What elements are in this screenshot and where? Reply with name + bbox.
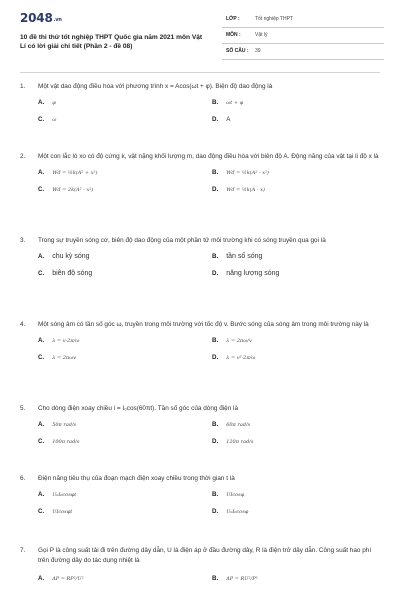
option-c[interactable]: C. ω [38, 115, 57, 123]
option-a[interactable]: A. chu kỳ sóng [38, 252, 90, 260]
question-stem [20, 320, 380, 330]
header [0, 0, 400, 70]
option-d[interactable]: D. Wđ = ½k(A - x) [212, 185, 265, 193]
option-c[interactable]: C. λ = 2πωv [38, 353, 77, 361]
option-d[interactable]: D. A [212, 115, 231, 123]
meta-row-count [222, 44, 384, 60]
option-d[interactable]: D. U₀I₀cosφ [212, 507, 249, 515]
logo-main-text: 2048 [20, 11, 53, 25]
answer-options [20, 253, 380, 277]
logo-domain-text: .vn [53, 17, 62, 23]
question-text: Một sóng âm có tần số góc ω, truyền trong môi trường với tốc độ v. Bước sóng của sóng âm trong môi trường này là [38, 321, 369, 328]
title-line-2: Lí có lời giải chi tiết (Phần 2 - đề 08) [20, 43, 133, 50]
meta-row-subject [222, 28, 384, 44]
option-c[interactable]: C. 100π rad/s [38, 437, 80, 445]
question-1 [20, 82, 380, 123]
answer-options [20, 337, 380, 361]
option-d[interactable]: D. λ = v²·2π/ω [212, 353, 256, 361]
question-4 [20, 320, 380, 361]
option-a[interactable]: A. U₀I₀cosφt [38, 490, 77, 498]
answer-options [20, 99, 380, 123]
meta-row-class [222, 12, 384, 28]
question-6 [20, 474, 380, 515]
meta-value: Tốt nghiệp THPT [255, 16, 293, 22]
question-stem [20, 236, 380, 246]
meta-info-box [222, 12, 384, 60]
question-stem [20, 404, 380, 414]
option-a[interactable]: A. Wđ = ½k(A² + x²) [38, 168, 98, 176]
option-d[interactable]: D. năng lượng sóng [212, 269, 280, 277]
title-line-1: 10 đề thi thử tốt nghiệp THPT Quốc gia năm 2021 môn Vật [20, 34, 203, 41]
question-text: Cho dòng điện xoay chiều i = I₀cos(60πt). Tần số góc của dòng điện là [38, 405, 239, 412]
option-b[interactable]: B. tần số sóng [212, 252, 263, 260]
question-text: Một con lắc lò xo có độ cứng k, vật nặng khối lượng m, dao động điều hòa với biên độ A. Động năng của vật tại li độ x là [38, 153, 379, 160]
option-b[interactable]: B. 60π rad/s [212, 420, 251, 428]
option-b[interactable]: B. UIcosφ [212, 490, 245, 498]
question-3 [20, 236, 380, 277]
option-b[interactable]: B. ΔP = RU²/P² [212, 575, 258, 582]
question-stem [20, 546, 380, 565]
question-7 [20, 546, 380, 599]
option-b[interactable]: B. Wđ = ½k(A² - x²) [212, 168, 269, 176]
question-5 [20, 404, 380, 445]
option-b[interactable]: B. ωt + φ [212, 98, 244, 106]
meta-key: SỐ CÂU : [226, 48, 249, 54]
site-logo[interactable] [20, 11, 62, 25]
answer-options [20, 421, 380, 445]
question-number: 4. [20, 321, 26, 328]
question-text: Trong sự truyền sóng cơ, biên độ dao động của một phần tử môi trường khi có sóng truyền qua gọi là [38, 237, 326, 244]
answer-options [20, 575, 380, 599]
question-stem [20, 82, 380, 92]
question-text: Điện năng tiêu thụ của đoạn mạch điện xoay chiều trong thời gian t là [38, 475, 235, 482]
document-title [20, 33, 240, 51]
question-text: Gọi P là công suất tải đi trên đường dây dẫn, U là điện áp ở đầu đường dây, R là điện trở dây dẫn. Công suất hao phí trên đường dây do tác dụng nhiệt là [38, 547, 372, 564]
option-a[interactable]: A. φ [38, 98, 56, 106]
option-c[interactable]: C. Wđ = 2k(A² - x²) [38, 185, 94, 193]
question-stem [20, 474, 380, 484]
question-number: 5. [20, 405, 26, 412]
question-number: 1. [20, 83, 26, 90]
option-a[interactable]: A. λ = v·2π/ω [38, 336, 80, 344]
meta-value: 39 [255, 48, 261, 54]
option-d[interactable]: D. 120π rad/s [212, 437, 254, 445]
option-b[interactable]: B. λ = 2πω/v [212, 336, 252, 344]
option-c[interactable]: C. UIcosφt [38, 507, 73, 515]
option-a[interactable]: A. 50π rad/s [38, 420, 77, 428]
option-a[interactable]: A. ΔP = RP²/U² [38, 575, 84, 582]
answer-options [20, 169, 380, 193]
question-number: 3. [20, 237, 26, 244]
question-text: Một vật dao động điều hòa với phương trình x = Acos(ωt + φ). Biện độ dao động là [38, 83, 273, 90]
meta-value: Vật lý [255, 32, 268, 38]
option-c[interactable]: C. biên độ sóng [38, 269, 93, 277]
question-number: 6. [20, 475, 26, 482]
answer-options [20, 491, 380, 515]
meta-key: LỚP : [226, 16, 240, 22]
question-number: 7. [20, 547, 26, 554]
header-divider [20, 72, 380, 73]
question-2 [20, 152, 380, 193]
meta-key: MÔN : [226, 32, 241, 38]
question-number: 2. [20, 153, 26, 160]
question-stem [20, 152, 380, 162]
